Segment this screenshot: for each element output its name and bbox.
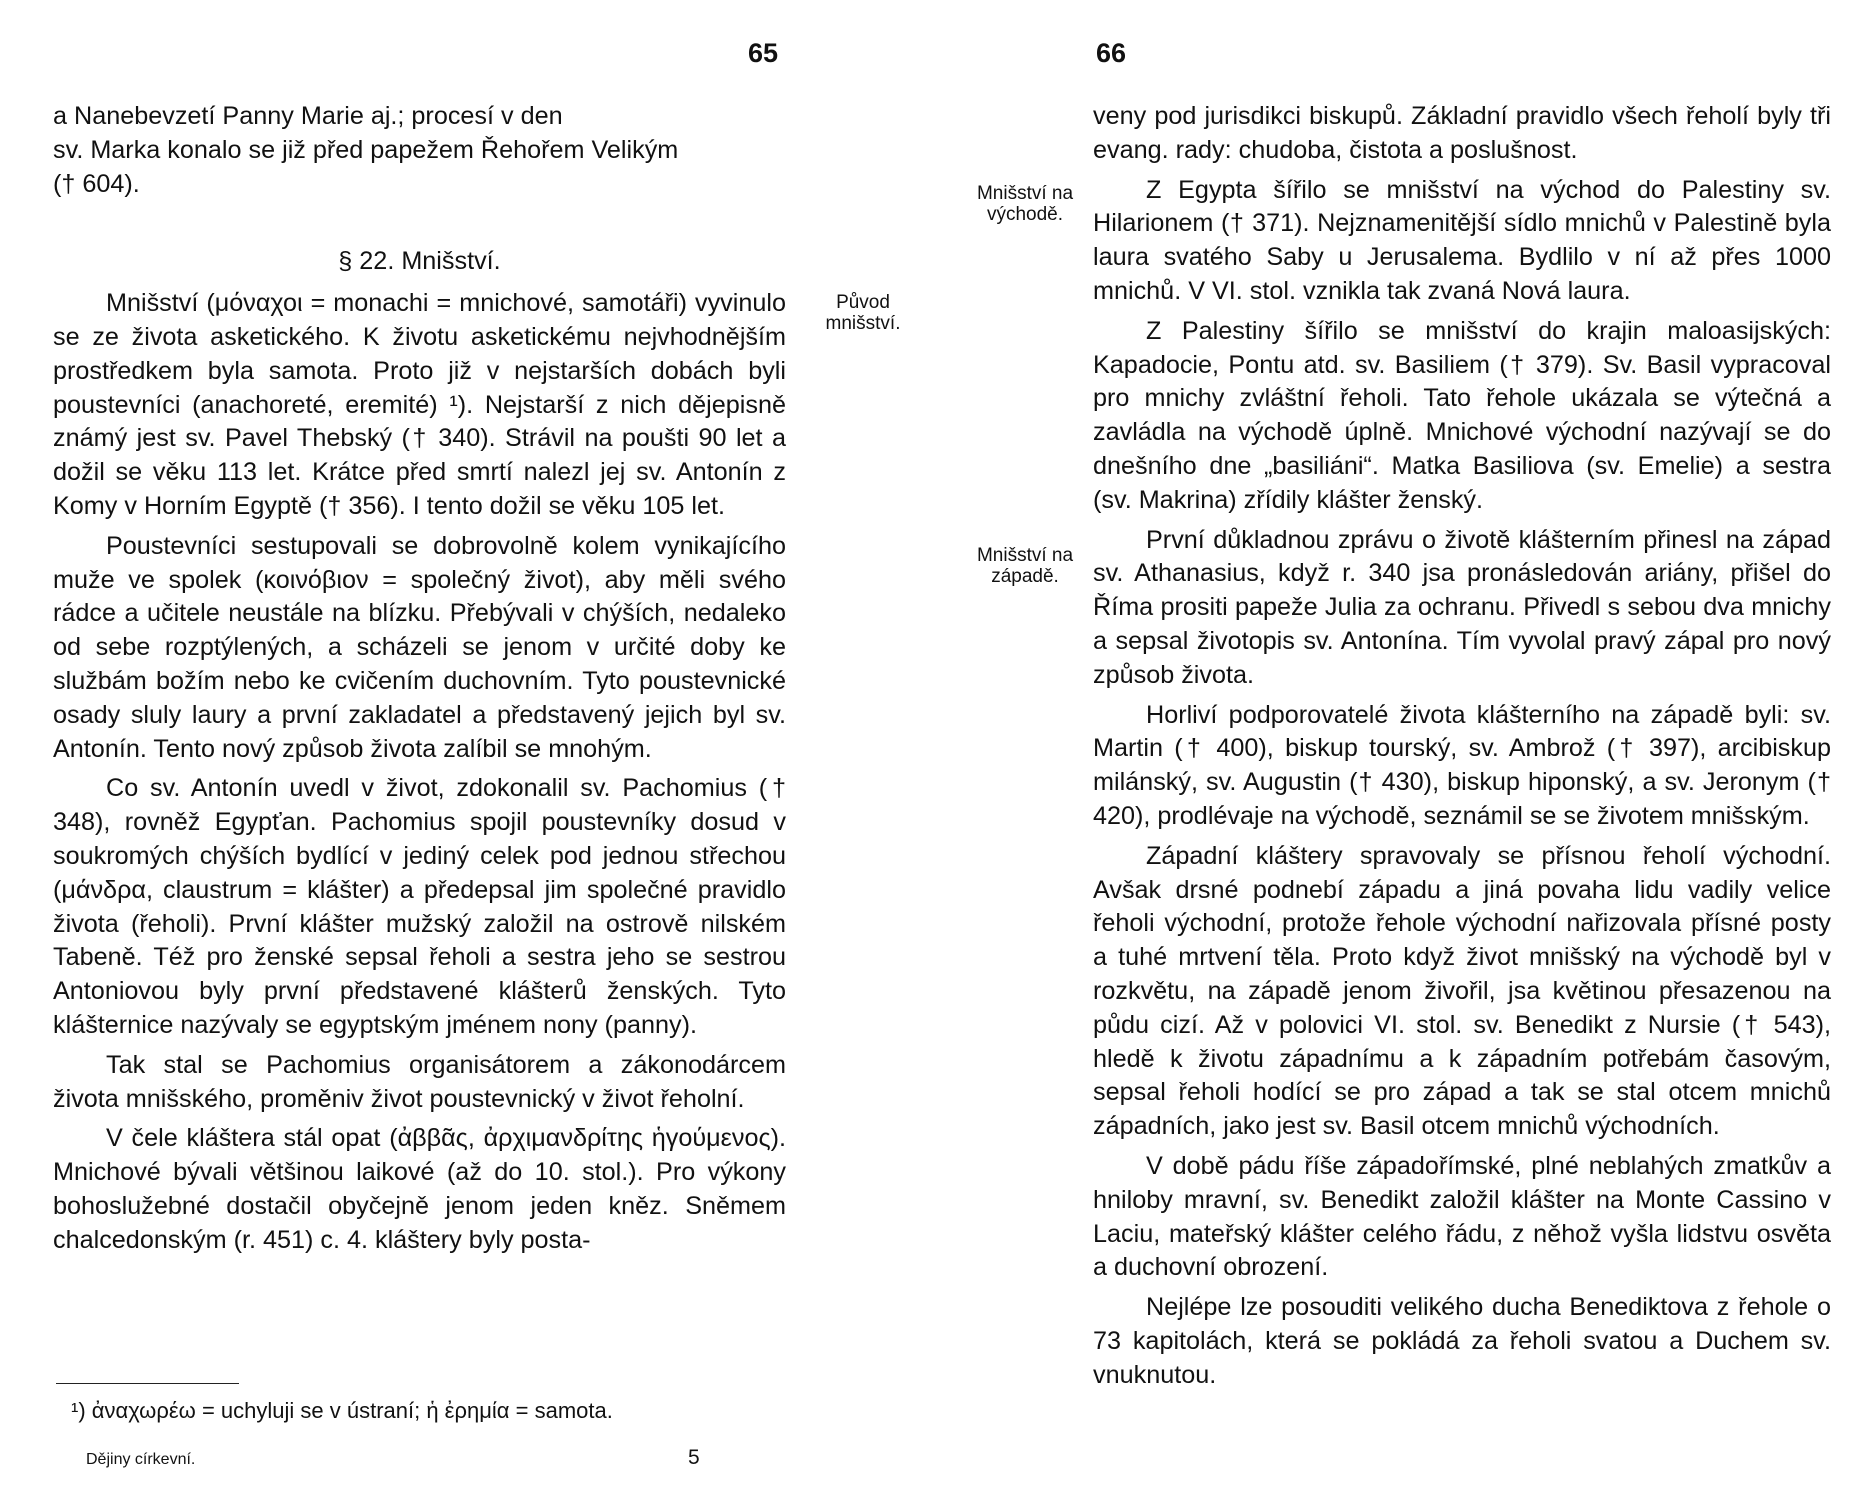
paragraph: Tak stal se Pachomius organisátorem a zákonodárcem života mnišského, proměniv život poustevnický v život řeholní. <box>53 1050 786 1113</box>
page-number-right: 66 <box>1096 38 1127 68</box>
book-title-signature: Dějiny církevní. <box>86 1451 196 1468</box>
paragraph: Horliví podporovatelé života klášterního na západě byli: sv. Martin († 400), biskup tourský, sv. Ambrož († 397), arcibiskup milánský, sv. Augustin († 430), biskup hiponský, a sv. Jeronym († 420), prodlévaje na východě, seznámil se se životem mnišským. <box>1093 700 1831 830</box>
margin-note-west: Mnišství na západě. <box>976 545 1074 587</box>
paragraph: V čele kláštera stál opat (ἀββᾶς, ἀρχιμανδρίτης ἡγούμενος). Mnichové bývali většinou laikové (až do 10. stol.). Pro výkony bohoslužebné dostačil obyčejně jenom jeden kněz. Sněmem chalcedonským (r. 451) c. 4. kláštery byly posta- <box>53 1124 786 1254</box>
text-line: († 604). <box>53 169 140 198</box>
paragraph: Co sv. Antonín uvedl v život, zdokonalil sv. Pachomius († 348), rovněž Egypťan. Pachomius spojil poustevníky dosud v soukromých chýších bydlící v jediný celek pod jednou střechou (μάνδρα, claustrum = klášter) a předepsal jim společné pravidlo života (řeholi). První klášter mužský založil na ostrově nilském Tabeně. Též pro ženské sepsal řeholi a sestra jeho se sestrou Antoniovou byly první představené klášterů ženských. Tyto klášternice nazývaly se egyptským jménem nony (panny). <box>53 774 786 1039</box>
right-page-column <box>1093 100 1831 1392</box>
footnote-divider <box>56 1383 239 1384</box>
paragraph: První důkladnou zprávu o životě klášterním přinesl na západ sv. Athanasius, když r. 340 jsa pronásledován ariány, přišel do Říma prositi papeže Julia za ochranu. Přivedl s sebou dva mnichy a sepsal životopis sv. Antonína. Tím vyvolal pravý zápal pro nový způsob života. <box>1093 525 1831 689</box>
paragraph: Poustevníci sestupovali se dobrovolně kolem vynikajícího muže ve spolek (κοινόβιον = společný život), aby měli svého rádce a učitele neustále na blízku. Přebývali v chýších, nedaleko od sebe rozptýlených, a scházeli se jenom v určité doby ke službám božím nebo ke cvičením duchovním. Tyto poustevnické osady sluly laury a první zakladatel a představený jejich byl sv. Antonín. Tento nový způsob života zalíbil se mnohým. <box>53 531 786 763</box>
paragraph: Z Egypta šířilo se mnišství na východ do Palestiny sv. Hilarionem († 371). Nejznamenitější sídlo mnichů v Palestině byla laura svatého Saby u Jerusalema. Bydlilo v ní až přes 1000 mnichů. V VI. stol. vznikla tak zvaná Nová laura. <box>1093 175 1831 305</box>
margin-note-east: Mnišství na východě. <box>976 183 1074 225</box>
paragraph: Z Palestiny šířilo se mnišství do krajin maloasijských: Kapadocie, Pontu atd. sv. Basiliem († 379). Sv. Basil vypracoval pro mnichy zvláštní řeholi. Tato řehole ukázala se výtečná a zavládla na východě úplně. Mnichové východní nazývají se do dnešního dne „basiliáni“. Matka Basiliova (sv. Emelie) a sestra (sv. Makrina) zřídily klášter ženský. <box>1093 316 1831 514</box>
paragraph: Západní kláštery spravovaly se přísnou řeholí východní. Avšak drsné podnebí západu a jiná povaha lidu vadily velice řeholi východní, protože řehole východní nařizovala přísné posty a tuhé mrtvení těla. Proto když život mnišský na východě byl v rozkvětu, na západě jenom živořil, jsa květinou přesazenou na půdu cizí. Až v polovici VI. stol. sv. Benedikt z Nursie († 543), hledě k životu západnímu a k západním potřebám časovým, sepsal řeholi hodící se pro západ a tak se stal otcem mnichů západních, jako jest sv. Basil otcem mnichů východních. <box>1093 841 1831 1141</box>
section-heading: § 22. Mnišství. <box>338 247 501 276</box>
signature-number: 5 <box>688 1446 700 1469</box>
paragraph: veny pod jurisdikci biskupů. Základní pravidlo všech řeholí byly tři evang. rady: chudoba, čistota a poslušnost. <box>1093 102 1831 164</box>
paragraph: Nejlépe lze posouditi velikého ducha Benediktova z řehole o 73 kapitolách, která se pokládá za řeholi svatou a Duchem sv. vnuknutou. <box>1093 1293 1831 1389</box>
paragraph: Mnišství (μόναχοι = monachi = mnichové, samotáři) vyvinulo se ze života asketického. K životu asketickému nejvhodnějším prostředkem byla samota. Proto již v nejstarších dobách byli poustevníci (anachoreté, eremité) ¹). Nejstarší z nich dějepisně známý jest sv. Pavel Thebský († 340). Strávil na poušti 90 let a dožil se věku 113 let. Krátce před smrtí nalezl jej sv. Antonín z Komy v Horním Egyptě († 356). I tento dožil se věku 105 let. <box>53 289 786 520</box>
paragraph: V době pádu říše západořímské, plné neblahých zmatkův a hniloby mravní, sv. Benedikt založil klášter na Monte Cassino v Laciu, mateřský klášter celého řádu, z něhož vyšla lidstvu osvěta a duchovní obrození. <box>1093 1151 1831 1282</box>
margin-note-origin: Původ mnišství. <box>825 292 901 334</box>
left-page-column <box>53 100 786 1258</box>
text-line: a Nanebevzetí Panny Marie aj.; procesí v den <box>53 102 563 130</box>
text-line: sv. Marka konalo se již před papežem Řehořem Velikým <box>53 135 679 164</box>
page-number-left: 65 <box>748 38 779 68</box>
footnote: ¹) ἀναχωρέω = uchyluji se v ústraní; ἡ ἐρημία = samota. <box>71 1398 613 1423</box>
